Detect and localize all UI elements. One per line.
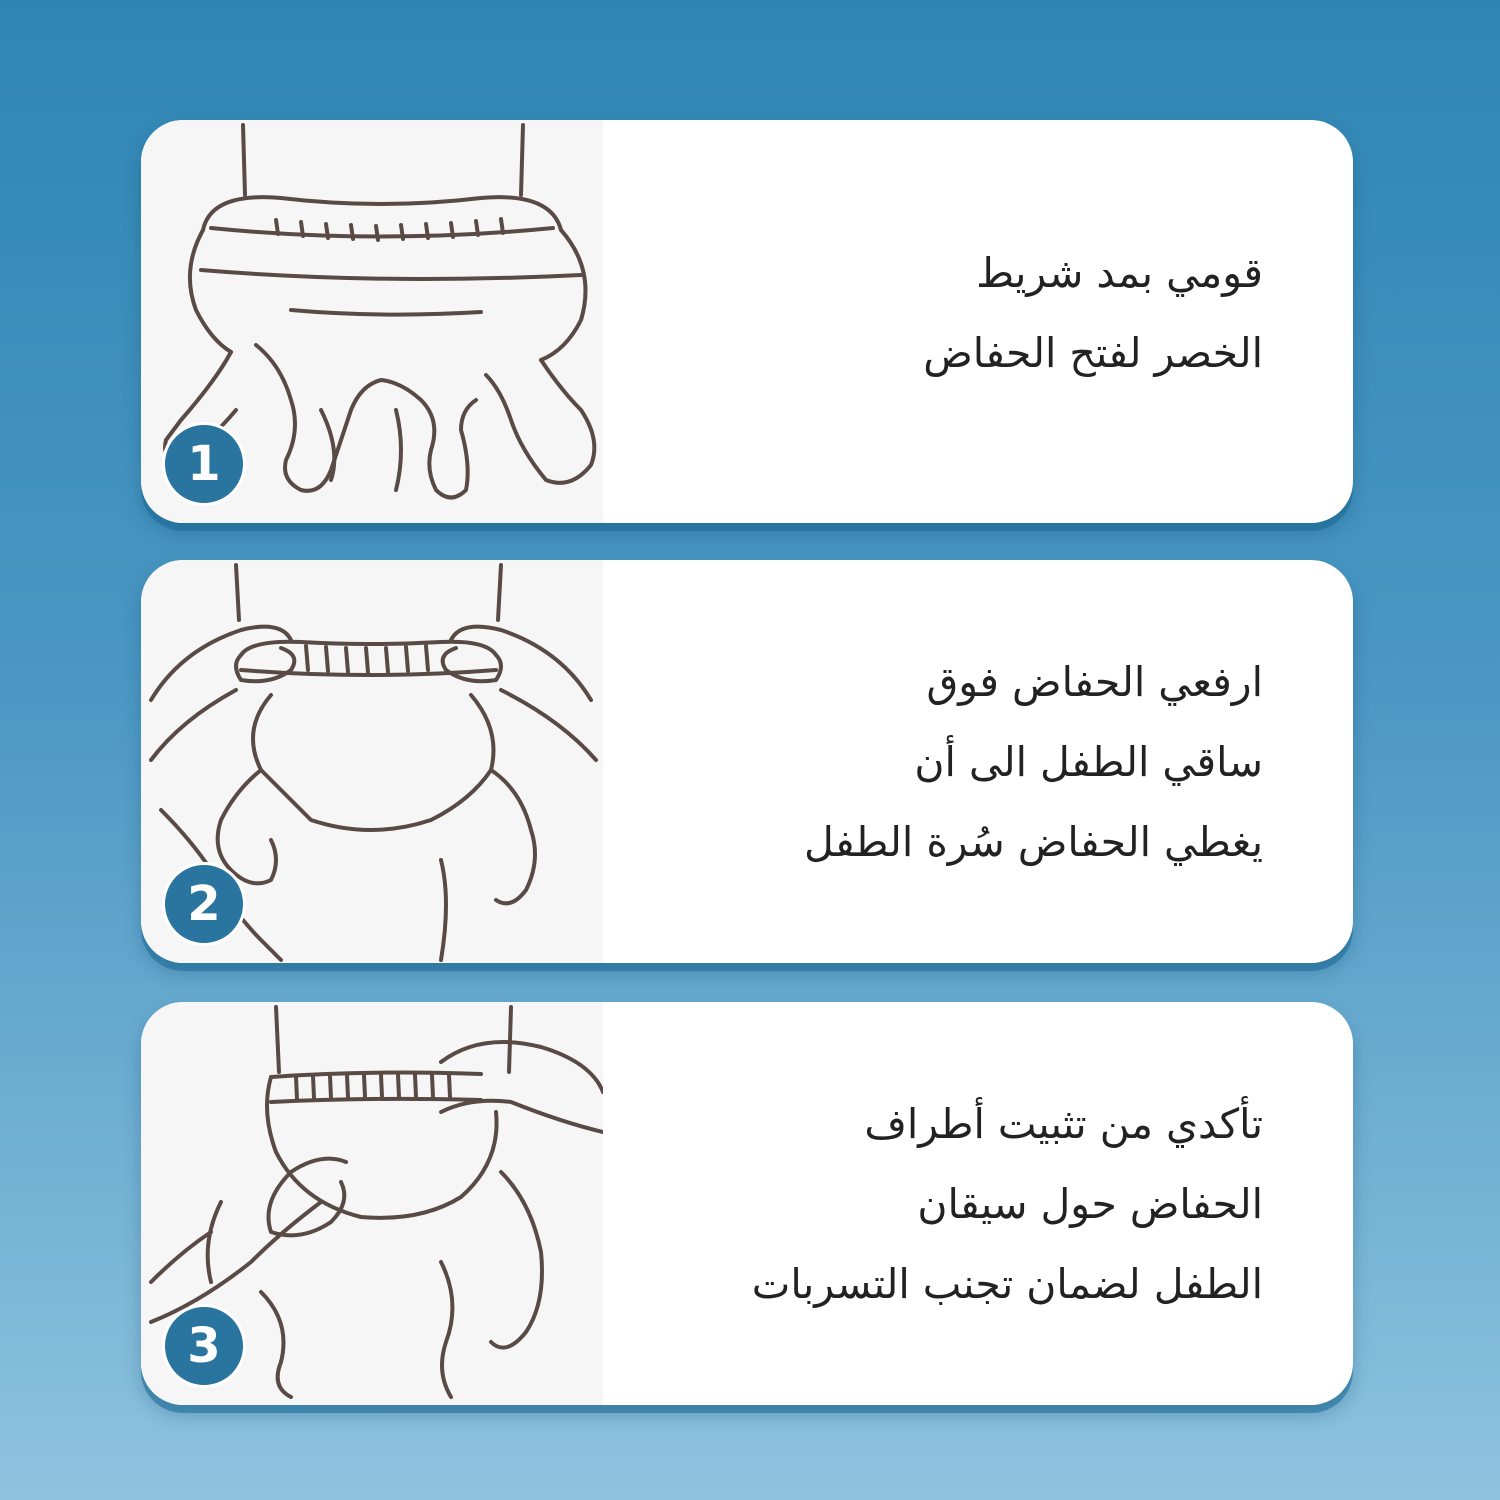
step-instructions <box>623 642 1263 882</box>
instruction-line: الخصر لفتح الحفاض <box>923 329 1263 377</box>
step-number-badge: 3 <box>162 1304 246 1388</box>
instruction-line: الحفاض حول سيقان <box>917 1180 1263 1228</box>
step-number-badge: 2 <box>162 862 246 946</box>
step-number-badge: 1 <box>162 422 246 506</box>
hands-pulling-diaper-up-icon <box>141 560 603 963</box>
step-instructions <box>623 233 1263 393</box>
step-card-3 <box>141 1002 1353 1405</box>
diaper-pants-legs-through-icon <box>141 120 603 523</box>
step-card-2 <box>141 560 1353 963</box>
instruction-line: تأكدي من تثبيت أطراف <box>864 1100 1263 1148</box>
instruction-line: قومي بمد شريط <box>976 249 1263 297</box>
instruction-line: ارفعي الحفاض فوق <box>926 658 1263 706</box>
step-instructions <box>623 1084 1263 1324</box>
instruction-line: الطفل لضمان تجنب التسربات <box>751 1260 1263 1308</box>
instruction-line: يغطي الحفاض سُرة الطفل <box>803 818 1263 866</box>
instruction-line: ساقي الطفل الى أن <box>914 738 1263 786</box>
hands-adjusting-diaper-edges-icon <box>141 1002 603 1405</box>
step-card-1 <box>141 120 1353 523</box>
